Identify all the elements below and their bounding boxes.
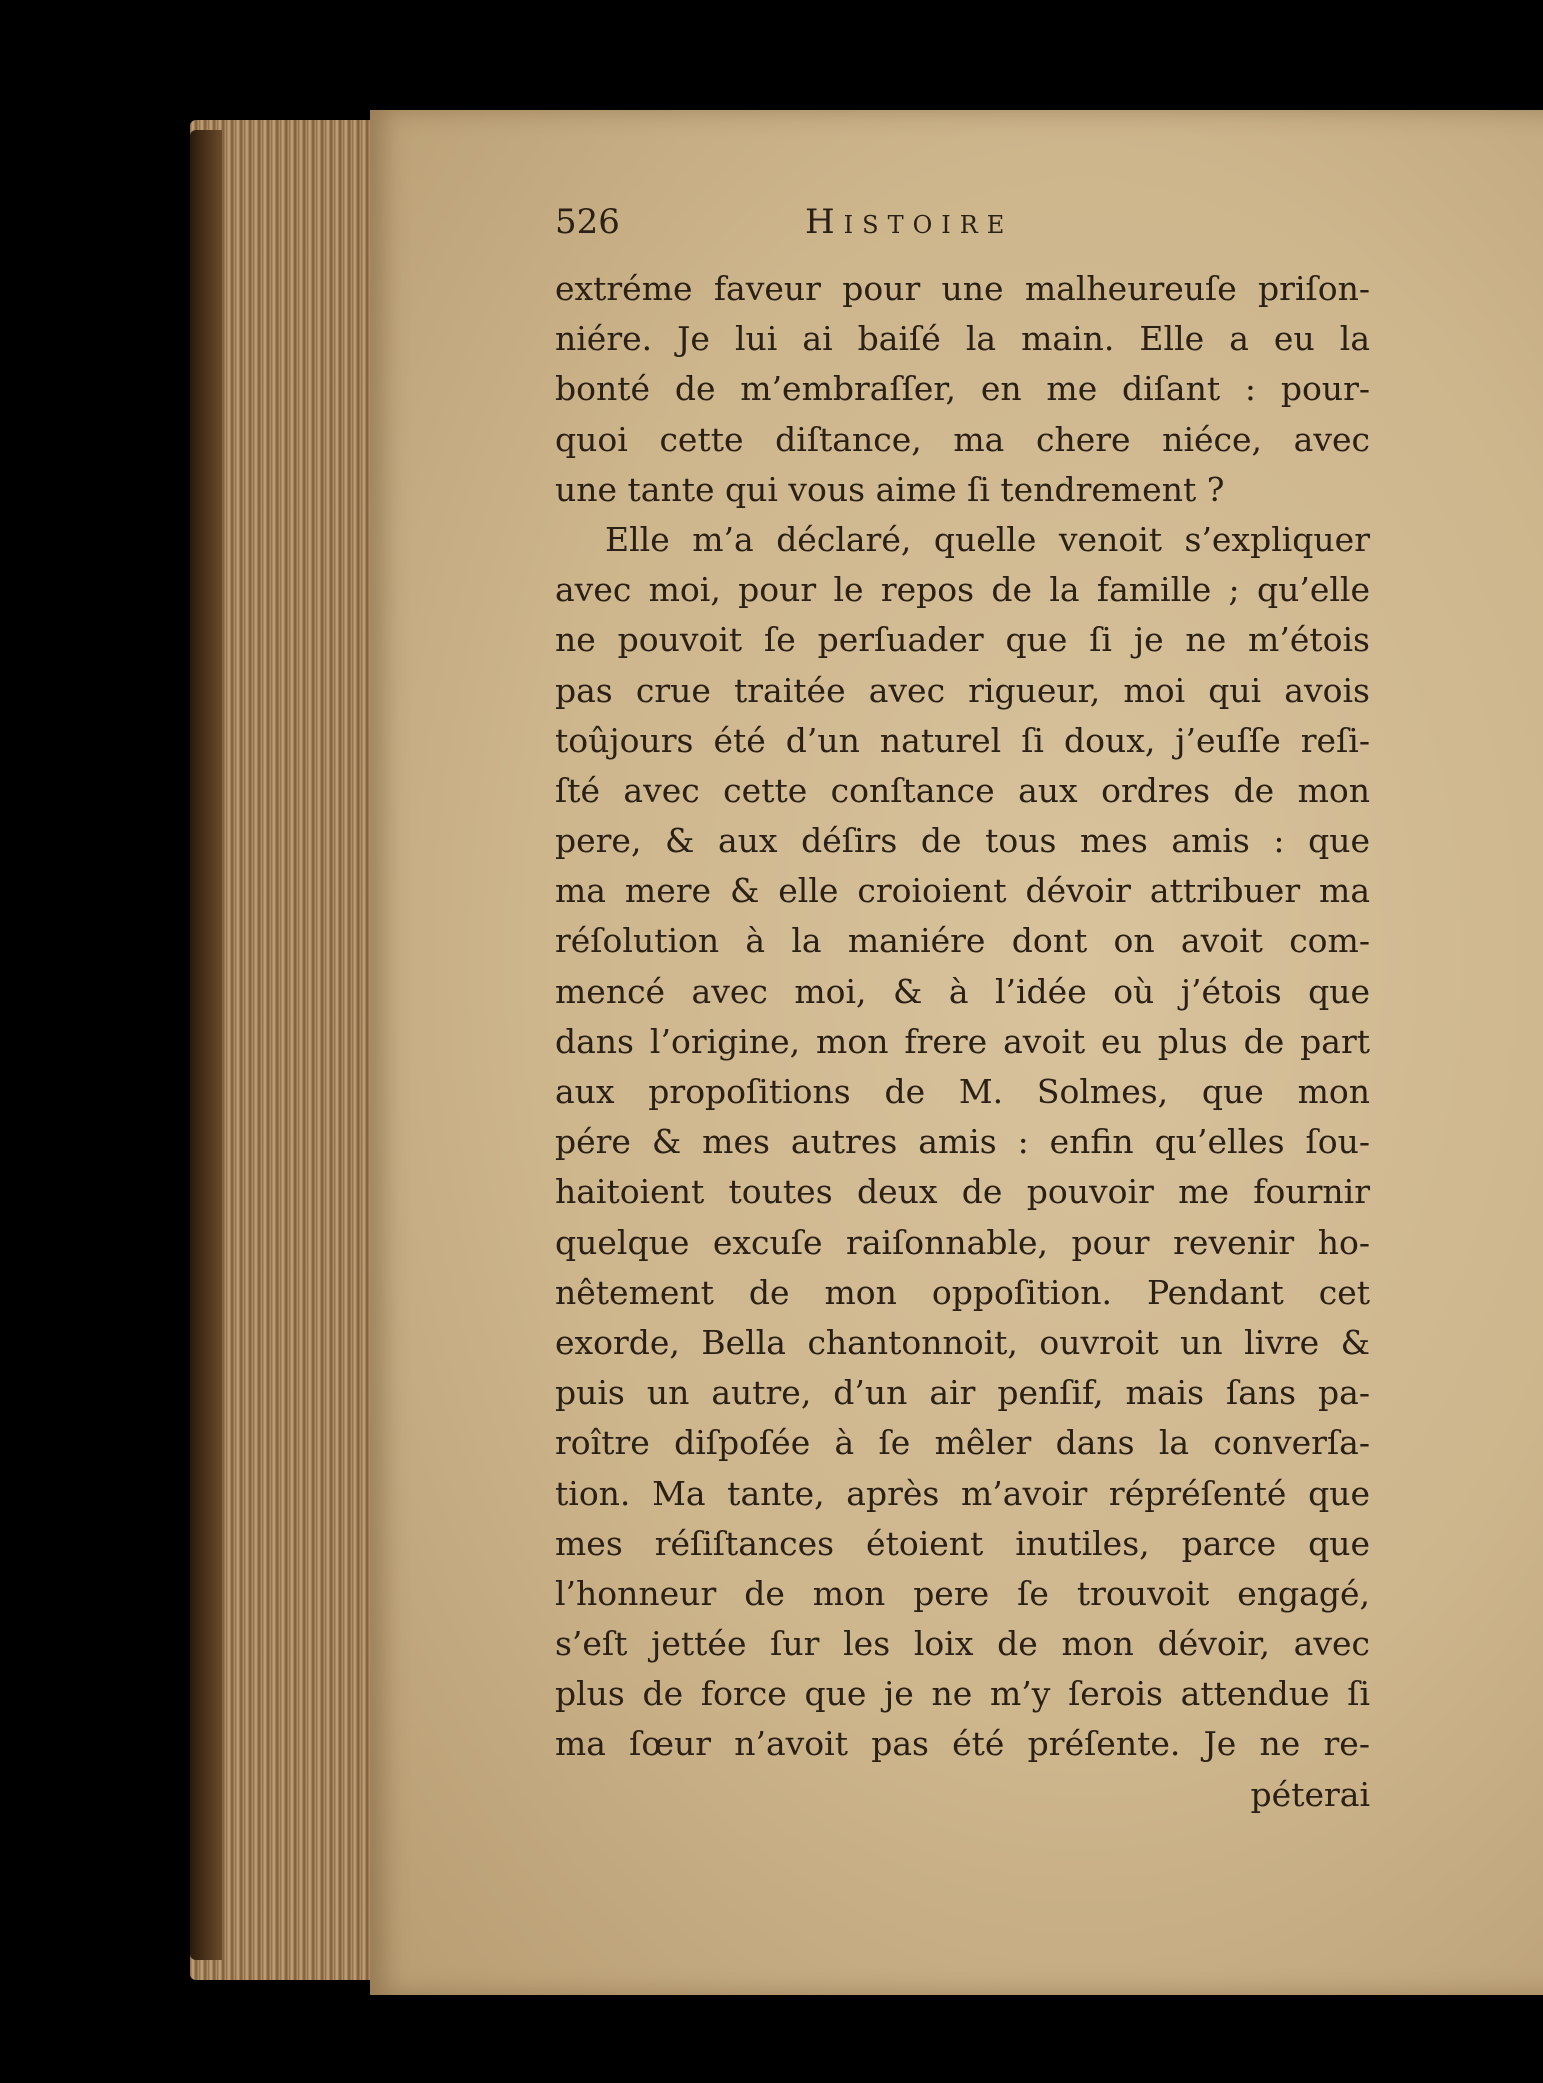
text-line: ne pouvoit ſe perſuader que ſi je ne m’étois <box>555 620 1370 660</box>
text-line: l’honneur de mon pere ſe trouvoit engagé, <box>555 1573 1370 1613</box>
text-line: plus de force que je ne m’y ſerois attendue ſi <box>555 1674 1370 1714</box>
text-line: haitoient toutes deux de pouvoir me fournir <box>555 1172 1370 1212</box>
page-header <box>555 202 1115 252</box>
text-line: ſté avec cette conſtance aux ordres de mon <box>555 770 1370 810</box>
text-line: bonté de m’embraſſer, en me diſant : pour- <box>555 369 1370 409</box>
text-line: mes réſiſtances étoient inutiles, parce que <box>555 1523 1370 1563</box>
text-line: nêtement de mon oppoſition. Pendant cet <box>555 1272 1370 1312</box>
text-line: pére & mes autres amis : enfin qu’elles ſou- <box>555 1122 1370 1162</box>
text-line: dans l’origine, mon frere avoit eu plus de part <box>555 1021 1370 1061</box>
text-line: aux propoſitions de M. Solmes, que mon <box>555 1072 1370 1111</box>
text-line: réſolution à la maniére dont on avoit com- <box>555 921 1370 961</box>
text-line: extréme faveur pour une malheureuſe priſon- <box>555 269 1370 308</box>
catchword: péterai <box>1250 1774 1370 1814</box>
text-line: pere, & aux déſirs de tous mes amis : que <box>555 821 1370 861</box>
body-text <box>555 264 1370 1820</box>
text-line: Elle m’a déclaré, quelle venoit s’expliquer <box>605 519 1370 559</box>
text-line: niére. Je lui ai baiſé la main. Elle a eu la <box>555 319 1370 359</box>
page-number: 526 <box>555 202 620 242</box>
text-line: quoi cette diſtance, ma chere niéce, avec <box>555 419 1370 459</box>
text-line: roître diſpoſée à ſe mêler dans la converſa- <box>555 1423 1370 1463</box>
text-line: quelque excuſe raiſonnable, pour revenir ho- <box>555 1222 1370 1262</box>
text-line: ma mere & elle croioient dévoir attribuer ma <box>555 871 1370 911</box>
book-spine <box>190 130 222 1960</box>
text-line: avec moi, pour le repos de la famille ; qu’elle <box>555 570 1370 610</box>
text-line: puis un autre, d’un air penſif, mais ſans pa- <box>555 1373 1370 1413</box>
text-line: ma ſœur n’avoit pas été préſente. Je ne re- <box>555 1724 1370 1764</box>
text-line: tion. Ma tante, après m’avoir répréſenté que <box>555 1473 1370 1513</box>
running-head: Histoire <box>805 202 1014 242</box>
text-line: exorde, Bella chantonnoit, ouvroit un livre & <box>555 1322 1370 1362</box>
text-line: s’eſt jettée ſur les loix de mon dévoir, avec <box>555 1624 1370 1664</box>
text-line: pas crue traitée avec rigueur, moi qui avois <box>555 670 1370 710</box>
text-line: une tante qui vous aime ſi tendrement ? <box>555 469 1225 509</box>
text-line: mencé avec moi, & à l’idée où j’étois que <box>555 971 1370 1011</box>
text-line: toûjours été d’un naturel ſi doux, j’euſſe reſi- <box>555 720 1370 760</box>
